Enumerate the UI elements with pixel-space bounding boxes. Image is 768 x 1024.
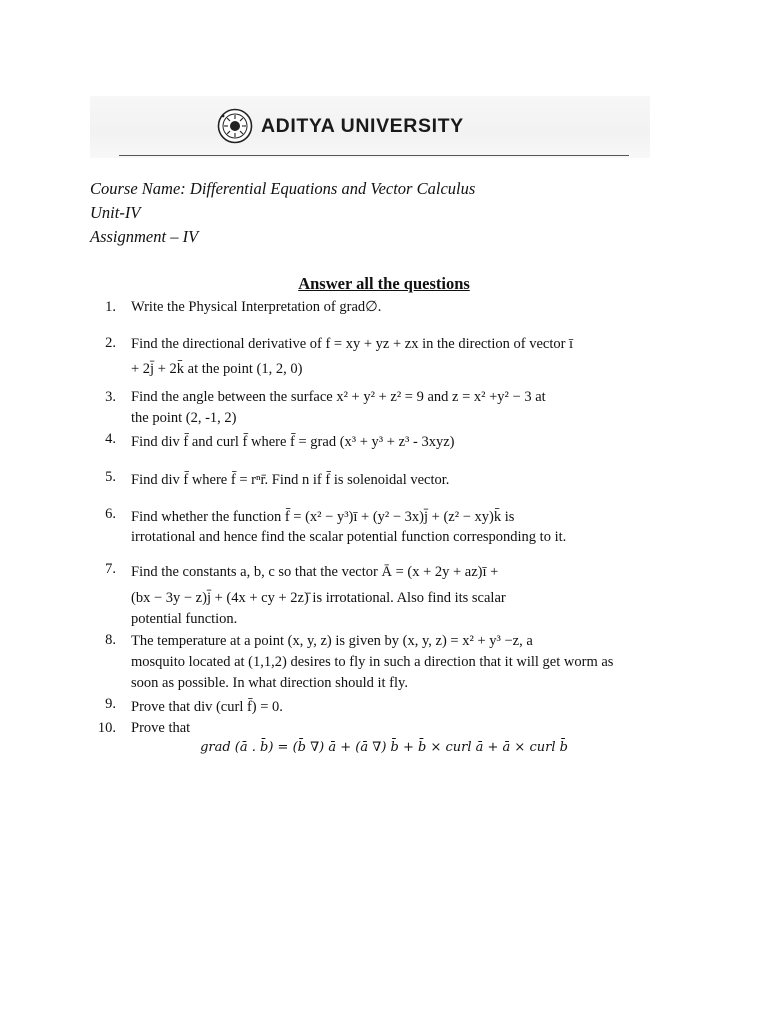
question-number: 6. <box>105 506 116 522</box>
question-number: 7. <box>105 561 116 577</box>
question-number: 3. <box>105 389 116 405</box>
question-number: 2. <box>105 335 116 351</box>
question-number: 1. <box>105 299 116 315</box>
question-number: 8. <box>105 632 116 648</box>
university-seal-icon <box>217 108 253 144</box>
question-3-line-1: Find the angle between the surface x² + y² + z² = 9 and z = x² +y² − 3 at <box>131 389 546 405</box>
question-number: 9. <box>105 696 116 712</box>
question-5-line-1: Find div f̄ where f̄ = rⁿr̄. Find n if f̄ is solenoidal vector. <box>131 472 450 488</box>
question-8-line-3: soon as possible. In what direction should it fly. <box>131 675 408 691</box>
university-logo <box>217 108 464 144</box>
question-1-line-1: Write the Physical Interpretation of grad∅. <box>131 299 382 315</box>
unit-label: Unit-IV <box>90 203 141 222</box>
question-2-line-2: + 2j̄ + 2k̄ at the point (1, 2, 0) <box>131 361 303 377</box>
question-8-line-2: mosquito located at (1,1,2) desires to fly in such a direction that it will get worm as <box>131 654 614 670</box>
question-7-line-1: Find the constants a, b, c so that the vector Ā = (x + 2y + az)ī + <box>131 564 499 580</box>
question-8-line-1: The temperature at a point (x, y, z) is given by (x, y, z) = x² + y³ −z, a <box>131 633 533 649</box>
question-3-line-2: the point (2, -1, 2) <box>131 410 237 426</box>
question-7-line-3: potential function. <box>131 611 238 627</box>
question-4-line-1: Find div f̄ and curl f̄ where f̄ = grad (x³ + y³ + z³ - 3xyz) <box>131 434 455 450</box>
question-6-line-2: irrotational and hence find the scalar potential function corresponding to it. <box>131 529 567 545</box>
header-divider <box>119 155 629 156</box>
question-2-line-1: Find the directional derivative of f = xy + yz + zx in the direction of vector ī <box>131 336 574 352</box>
question-number: 4. <box>105 431 116 447</box>
university-name: ADITYA UNIVERSITY <box>261 114 464 137</box>
question-10-formula: grad (ā . b̄) = (b̄ ∇) ā + (ā ∇) b̄ + b̄ × curl ā + ā × curl b̄ <box>200 740 568 755</box>
instructions-heading: Answer all the questions <box>298 274 470 293</box>
question-6-line-1: Find whether the function f̄ = (x² − y³)ī + (y² − 3x)j̄ + (z² − xy)k̄ is <box>131 509 515 525</box>
course-name: Course Name: Differential Equations and Vector Calculus <box>90 179 476 198</box>
question-number: 10. <box>97 720 116 736</box>
question-9-line-1: Prove that div (curl f̄) = 0. <box>131 699 283 715</box>
question-10-line-1: Prove that <box>131 720 191 736</box>
assignment-label: Assignment – IV <box>90 227 199 246</box>
question-7-line-2: (bx − 3y − z)j̄ + (4x + cy + 2z)̄ is irrotational. Also find its scalar <box>131 590 506 606</box>
question-number: 5. <box>105 469 116 485</box>
